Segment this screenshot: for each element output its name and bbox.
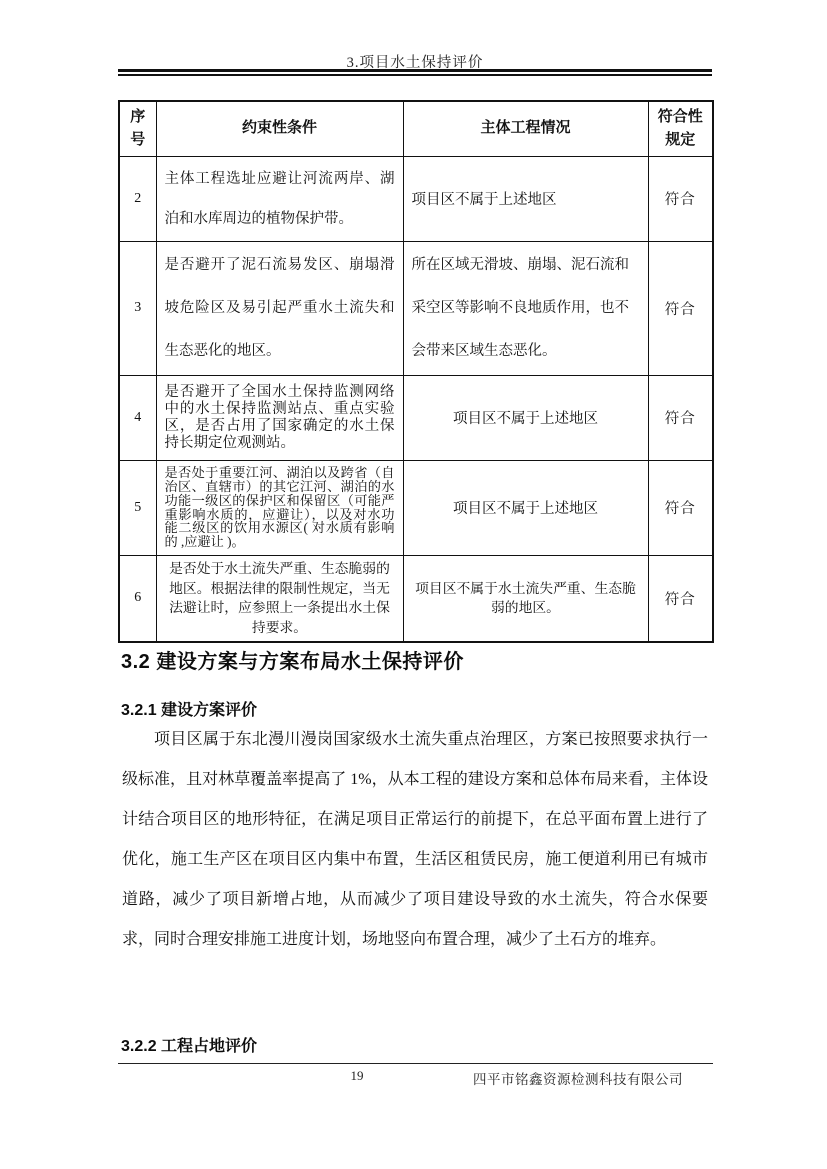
row-situation: 项目区不属于水土流失严重、生态脆弱的地区。 — [403, 555, 648, 642]
row-compliance: 符合 — [648, 375, 713, 460]
page-header-title: 3.项目水土保持评价 — [346, 55, 484, 71]
row-condition: 是否处于水土流失严重、生态脆弱的地区。根据法律的限制性规定，当无法避让时，应参照上一条提出水土保持要求。 — [156, 555, 403, 642]
col-header-condition: 约束性条件 — [156, 101, 403, 156]
col-header-compliance: 符合性规定 — [648, 101, 713, 156]
row-seq: 2 — [119, 156, 156, 241]
row-situation: 项目区不属于上述地区 — [403, 460, 648, 555]
row-seq: 4 — [119, 375, 156, 460]
subsection-heading-3-2-1: 3.2.1 建设方案评价 — [121, 702, 258, 719]
body-paragraph: 项目区属于东北漫川漫岗国家级水土流失重点治理区，方案已按照要求执行一级标准，且对林草覆盖率提高了 1%，从本工程的建设方案和总体布局来看，主体设计结合项目区的地形特征，在满足项目正常运行的前提下，在总平面布置上进行了优化，施工生产区在项目区内集中布置，生活区租赁民房，施工便道利用已有城市道路，减少了项目新增占地，从而减少了项目建设导致的水土流失，符合水保要求，同时合理安排施工进度计划，场地竖向布置合理，减少了土石方的堆弃。 — [122, 731, 708, 948]
compliance-table — [118, 100, 714, 643]
row-situation: 所在区域无滑坡、崩塌、泥石流和采空区等影响不良地质作用，也不会带来区域生态恶化。 — [403, 241, 648, 375]
row-situation: 项目区不属于上述地区 — [403, 156, 648, 241]
table-header-row — [119, 101, 713, 156]
footer-company-name: 四平市铭鑫资源检测科技有限公司 — [473, 1072, 683, 1087]
row-compliance: 符合 — [648, 460, 713, 555]
header-double-rule — [118, 69, 712, 76]
row-condition: 是否避开了泥石流易发区、崩塌滑坡危险区及易引起严重水土流失和生态恶化的地区。 — [156, 241, 403, 375]
table-row — [119, 375, 713, 460]
row-compliance: 符合 — [648, 156, 713, 241]
table-row — [119, 460, 713, 555]
section-heading-3-2: 3.2 建设方案与方案布局水土保持评价 — [121, 651, 464, 673]
row-compliance: 符合 — [648, 241, 713, 375]
subsection-heading-3-2-2: 3.2.2 工程占地评价 — [121, 1038, 258, 1055]
row-situation: 项目区不属于上述地区 — [403, 375, 648, 460]
footer-rule — [118, 1063, 713, 1064]
page-number: 19 — [350, 1068, 364, 1083]
row-compliance: 符合 — [648, 555, 713, 642]
table-row — [119, 241, 713, 375]
row-condition: 是否避开了全国水土保持监测网络中的水土保持监测站点、重点实验区，是否占用了国家确定的水土保持长期定位观测站。 — [156, 375, 403, 460]
table-row — [119, 156, 713, 241]
table-row — [119, 555, 713, 642]
row-seq: 3 — [119, 241, 156, 375]
row-condition: 是否处于重要江河、湖泊以及跨省（自治区、直辖市）的其它江河、湖泊的水功能一级区的保护区和保留区（可能严重影响水质的，应避让），以及对水功能二级区的饮用水源区( 对水质有影响的 ,应避让 )。 — [156, 460, 403, 555]
row-seq: 6 — [119, 555, 156, 642]
col-header-seq: 序号 — [119, 101, 156, 156]
row-seq: 5 — [119, 460, 156, 555]
row-condition: 主体工程选址应避让河流两岸、湖泊和水库周边的植物保护带。 — [156, 156, 403, 241]
col-header-situation: 主体工程情况 — [403, 101, 648, 156]
